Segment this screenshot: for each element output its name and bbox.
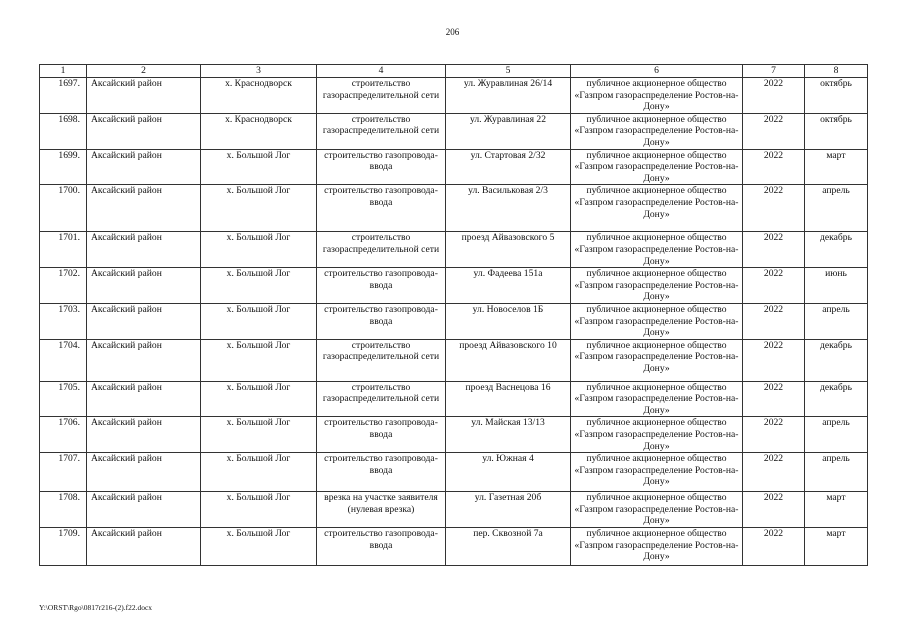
row-number: 1702. xyxy=(40,268,87,304)
district-cell: Аксайский район xyxy=(87,268,201,304)
organization-cell: публичное акционерное общество «Газпром газораспределение Ростов-на-Дону» xyxy=(571,149,743,185)
row-number: 1709. xyxy=(40,528,87,566)
month-cell: апрель xyxy=(805,417,868,453)
column-number: 3 xyxy=(201,65,317,78)
table-row xyxy=(40,78,868,114)
locality-cell: х. Большой Лог xyxy=(201,339,317,381)
work-cell: строительство газопровода-ввода xyxy=(317,185,446,232)
address-cell: ул. Южная 4 xyxy=(446,453,571,492)
year-cell: 2022 xyxy=(743,149,805,185)
year-cell: 2022 xyxy=(743,381,805,417)
address-cell: ул. Фадеева 151а xyxy=(446,268,571,304)
organization-cell: публичное акционерное общество «Газпром газораспределение Ростов-на-Дону» xyxy=(571,417,743,453)
district-cell: Аксайский район xyxy=(87,492,201,528)
address-cell: ул. Журавлиная 22 xyxy=(446,113,571,149)
locality-cell: х. Большой Лог xyxy=(201,492,317,528)
address-cell: ул. Васильковая 2/3 xyxy=(446,185,571,232)
year-cell: 2022 xyxy=(743,185,805,232)
year-cell: 2022 xyxy=(743,113,805,149)
table-row xyxy=(40,268,868,304)
month-cell: октябрь xyxy=(805,78,868,114)
locality-cell: х. Краснодворск xyxy=(201,78,317,114)
work-cell: строительство газораспределительной сети xyxy=(317,381,446,417)
month-cell: октябрь xyxy=(805,113,868,149)
address-cell: проезд Васнецова 16 xyxy=(446,381,571,417)
locality-cell: х. Большой Лог xyxy=(201,417,317,453)
work-cell: строительство газопровода-ввода xyxy=(317,149,446,185)
column-number: 4 xyxy=(317,65,446,78)
locality-cell: х. Краснодворск xyxy=(201,113,317,149)
month-cell: апрель xyxy=(805,303,868,339)
month-cell: март xyxy=(805,528,868,566)
row-number: 1708. xyxy=(40,492,87,528)
organization-cell: публичное акционерное общество «Газпром газораспределение Ростов-на-Дону» xyxy=(571,381,743,417)
organization-cell: публичное акционерное общество «Газпром газораспределение Ростов-на-Дону» xyxy=(571,303,743,339)
row-number: 1703. xyxy=(40,303,87,339)
work-cell: строительство газораспределительной сети xyxy=(317,113,446,149)
district-cell: Аксайский район xyxy=(87,113,201,149)
row-number: 1697. xyxy=(40,78,87,114)
table-row xyxy=(40,381,868,417)
district-cell: Аксайский район xyxy=(87,417,201,453)
month-cell: апрель xyxy=(805,453,868,492)
table-row xyxy=(40,453,868,492)
organization-cell: публичное акционерное общество «Газпром газораспределение Ростов-на-Дону» xyxy=(571,492,743,528)
organization-cell: публичное акционерное общество «Газпром газораспределение Ростов-на-Дону» xyxy=(571,232,743,268)
district-cell: Аксайский район xyxy=(87,303,201,339)
table-row xyxy=(40,185,868,232)
column-number: 6 xyxy=(571,65,743,78)
district-cell: Аксайский район xyxy=(87,185,201,232)
table-row xyxy=(40,303,868,339)
year-cell: 2022 xyxy=(743,303,805,339)
year-cell: 2022 xyxy=(743,417,805,453)
organization-cell: публичное акционерное общество «Газпром газораспределение Ростов-на-Дону» xyxy=(571,528,743,566)
locality-cell: х. Большой Лог xyxy=(201,303,317,339)
month-cell: декабрь xyxy=(805,339,868,381)
row-number: 1698. xyxy=(40,113,87,149)
month-cell: апрель xyxy=(805,185,868,232)
district-cell: Аксайский район xyxy=(87,232,201,268)
locality-cell: х. Большой Лог xyxy=(201,453,317,492)
organization-cell: публичное акционерное общество «Газпром газораспределение Ростов-на-Дону» xyxy=(571,78,743,114)
column-number: 1 xyxy=(40,65,87,78)
footer-file-path: Y:\ORST\Rgo\0817r216-(2).f22.docx xyxy=(39,603,153,612)
page-number: 206 xyxy=(445,27,460,37)
address-cell: пер. Сквозной 7а xyxy=(446,528,571,566)
work-cell: строительство газораспределительной сети xyxy=(317,78,446,114)
address-cell: ул. Майская 13/13 xyxy=(446,417,571,453)
work-cell: строительство газопровода-ввода xyxy=(317,453,446,492)
organization-cell: публичное акционерное общество «Газпром газораспределение Ростов-на-Дону» xyxy=(571,113,743,149)
table-row xyxy=(40,149,868,185)
locality-cell: х. Большой Лог xyxy=(201,149,317,185)
district-cell: Аксайский район xyxy=(87,78,201,114)
locality-cell: х. Большой Лог xyxy=(201,268,317,304)
column-number: 7 xyxy=(743,65,805,78)
month-cell: декабрь xyxy=(805,232,868,268)
column-number: 5 xyxy=(446,65,571,78)
data-table xyxy=(39,64,868,566)
month-cell: июнь xyxy=(805,268,868,304)
table-row xyxy=(40,232,868,268)
address-cell: проезд Айвазовского 5 xyxy=(446,232,571,268)
organization-cell: публичное акционерное общество «Газпром газораспределение Ростов-на-Дону» xyxy=(571,453,743,492)
district-cell: Аксайский район xyxy=(87,453,201,492)
row-number: 1706. xyxy=(40,417,87,453)
organization-cell: публичное акционерное общество «Газпром газораспределение Ростов-на-Дону» xyxy=(571,339,743,381)
table-row xyxy=(40,113,868,149)
work-cell: строительство газопровода-ввода xyxy=(317,528,446,566)
address-cell: ул. Журавлиная 26/14 xyxy=(446,78,571,114)
column-number: 2 xyxy=(87,65,201,78)
work-cell: строительство газораспределительной сети xyxy=(317,232,446,268)
year-cell: 2022 xyxy=(743,453,805,492)
year-cell: 2022 xyxy=(743,492,805,528)
locality-cell: х. Большой Лог xyxy=(201,185,317,232)
work-cell: строительство газопровода-ввода xyxy=(317,303,446,339)
address-cell: ул. Газетная 20б xyxy=(446,492,571,528)
row-number: 1704. xyxy=(40,339,87,381)
locality-cell: х. Большой Лог xyxy=(201,381,317,417)
locality-cell: х. Большой Лог xyxy=(201,232,317,268)
organization-cell: публичное акционерное общество «Газпром газораспределение Ростов-на-Дону» xyxy=(571,185,743,232)
address-cell: ул. Стартовая 2/32 xyxy=(446,149,571,185)
row-number: 1701. xyxy=(40,232,87,268)
month-cell: март xyxy=(805,492,868,528)
column-number: 8 xyxy=(805,65,868,78)
year-cell: 2022 xyxy=(743,528,805,566)
year-cell: 2022 xyxy=(743,232,805,268)
locality-cell: х. Большой Лог xyxy=(201,528,317,566)
year-cell: 2022 xyxy=(743,339,805,381)
month-cell: декабрь xyxy=(805,381,868,417)
work-cell: врезка на участке заявителя (нулевая врезка) xyxy=(317,492,446,528)
table-row xyxy=(40,492,868,528)
column-number-row xyxy=(40,65,868,78)
district-cell: Аксайский район xyxy=(87,381,201,417)
row-number: 1705. xyxy=(40,381,87,417)
year-cell: 2022 xyxy=(743,78,805,114)
district-cell: Аксайский район xyxy=(87,528,201,566)
row-number: 1700. xyxy=(40,185,87,232)
address-cell: ул. Новоселов 1Б xyxy=(446,303,571,339)
row-number: 1707. xyxy=(40,453,87,492)
district-cell: Аксайский район xyxy=(87,149,201,185)
table-row xyxy=(40,417,868,453)
address-cell: проезд Айвазовского 10 xyxy=(446,339,571,381)
row-number: 1699. xyxy=(40,149,87,185)
table-row xyxy=(40,528,868,566)
district-cell: Аксайский район xyxy=(87,339,201,381)
work-cell: строительство газораспределительной сети xyxy=(317,339,446,381)
organization-cell: публичное акционерное общество «Газпром газораспределение Ростов-на-Дону» xyxy=(571,268,743,304)
work-cell: строительство газопровода-ввода xyxy=(317,417,446,453)
table-row xyxy=(40,339,868,381)
year-cell: 2022 xyxy=(743,268,805,304)
month-cell: март xyxy=(805,149,868,185)
work-cell: строительство газопровода-ввода xyxy=(317,268,446,304)
